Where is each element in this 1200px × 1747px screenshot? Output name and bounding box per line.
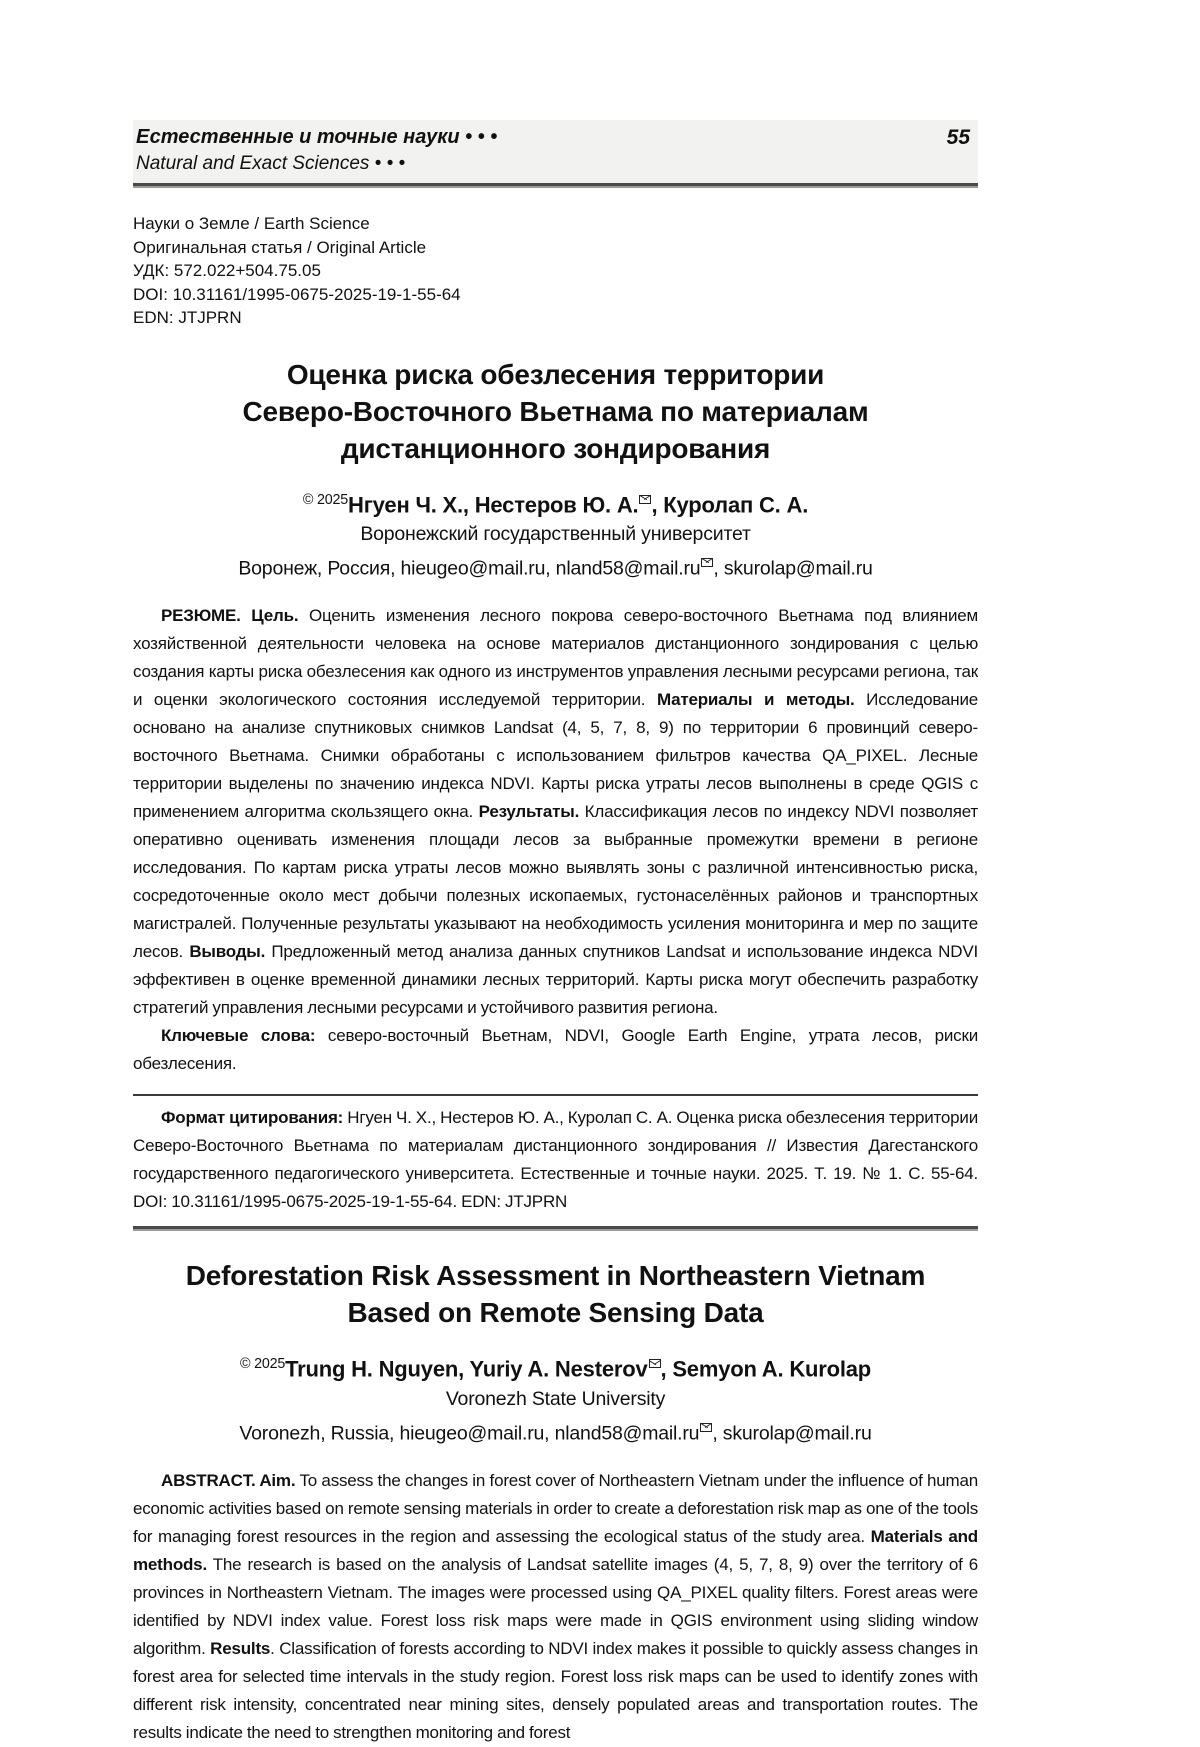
contacts-ru: Воронеж, Россия, hieugeo@mail.ru, nland58@mail.ru , skurolap@mail.ru <box>238 557 873 580</box>
running-header <box>133 120 978 183</box>
citation-block: Формат цитирования: Нгуен Ч. Х., Нестеров Ю. А., Куролап С. А. Оценка риска обезлесения территории Северо-Восточного Вьетнама по материалам дистанционного зондирования // Известия Дагестанского государственного педагогического университета. Естественные и точные науки. 2025. Т. 19. № 1. С. 55-64. DOI: 10.31161/1995-0675-2025-19-1-55-64. EDN: JTJPRN <box>133 1108 978 1212</box>
abstract-ru: РЕЗЮМЕ. Цель. Оценить изменения лесного покрова северо-восточного Вьетнама под влиянием хозяйственной деятельности человека на основе материалов дистанционного зондирования с целью создания карты риска обезлесения как одного из инструментов управления лесными ресурсами региона, так и оценки экологического состояния исследуемой территории. Материалы и методы. Исследование основано на анализе спутниковых снимков Landsat (4, 5, 7, 8, 9) по территории 6 провинций северо-восточного Вьетнама. Снимки обработаны с использованием фильтров качества QA_PIXEL. Лесные территории выделены по значению индекса NDVI. Карты риска утраты лесов выполнены в среде QGIS с применением алгоритма скользящего окна. Результаты. Классификация лесов по индексу NDVI позволяет оперативно оценивать изменения площади лесов за выбранные промежутки времени в регионе исследования. По картам риска утраты лесов можно выявлять зоны с различной интенсивностью риска, сосредоточенные около мест добычи полезных ископаемых, густонаселённых районов и транспортных магистралей. Полученные результаты указывают на необходимость усиления мониторинга и мер по защите лесов. Выводы. Предложенный метод анализа данных спутников Landsat и использование индекса NDVI эффективен в оценке временной динамики лесных территорий. Карты риска могут обеспечить разработку стратегий управления лесными ресурсами и устойчивого развития региона. <box>133 606 979 1018</box>
citation-rule-top <box>133 1094 978 1096</box>
authors-en: $^{© 2025}$Trung H. Nguyen, Yuriy A. Nesterov , Semyon A. Kurolap <box>239 1356 872 1382</box>
journal-title-ru: Естественные и точные науки • • • <box>136 126 498 148</box>
affiliation-ru: Воронежский государственный университет <box>360 522 751 545</box>
keywords-ru: Ключевые слова: северо-восточный Вьетнам, NDVI, Google Earth Engine, утрата лесов, риски обезлесения. <box>133 1026 978 1074</box>
contacts-en: Voronezh, Russia, hieugeo@mail.ru, nland58@mail.ru , skurolap@mail.ru <box>239 1422 872 1445</box>
envelope-icon <box>701 558 713 567</box>
citation-rule-bottom <box>133 1226 978 1231</box>
article-title-ru: Оценка риска обезлесения территории Северо-Восточного Вьетнама по материалам дистанционного зондирования <box>242 358 869 464</box>
abstract-en: ABSTRACT. Aim. To assess the changes in forest cover of Northeastern Vietnam under the influence of human economic activities based on remote sensing materials in order to create a deforestation risk map as one of the tools for managing forest resources in the region and assessing the ecological status of the study area. Materials and methods. The research is based on the analysis of Landsat satellite images (4, 5, 7, 8, 9) over the territory of 6 provinces in Northeastern Vietnam. The images were processed using QA_PIXEL quality filters. Forest areas were identified by NDVI index value. Forest loss risk maps were made in QGIS environment using sliding window algorithm. Results. Classification of forests according to NDVI index makes it possible to quickly assess changes in forest area for selected time intervals in the study region. Forest loss risk maps can be used to identify zones with different risk intensity, concentrated near mining sites, densely populated areas and transportation routes. The results indicate the need to strengthen monitoring and forest <box>133 1471 978 1743</box>
affiliation-en: Voronezh State University <box>445 1387 666 1410</box>
journal-title-block <box>136 124 497 177</box>
article-meta: Науки о Земле / Earth Science Оригинальная статья / Original Article УДК: 572.022+504.75.05 DOI: 10.31161/1995-0675-2025-19-1-55-64 EDN: JTJPRN <box>133 214 461 327</box>
authors-ru: $^{© 2025}$Нгуен Ч. Х., Нестеров Ю. А. , Куролап С. А. <box>302 491 809 517</box>
envelope-icon <box>649 1359 661 1368</box>
envelope-icon <box>700 1423 712 1432</box>
envelope-icon <box>639 495 651 504</box>
article-title-en: Deforestation Risk Assessment in Northeastern Vietnam Based on Remote Sensing Data <box>185 1260 926 1329</box>
journal-title-en: Natural and Exact Sciences • • • <box>136 153 406 174</box>
header-rule <box>133 183 978 188</box>
page-number: 55 <box>946 126 970 149</box>
